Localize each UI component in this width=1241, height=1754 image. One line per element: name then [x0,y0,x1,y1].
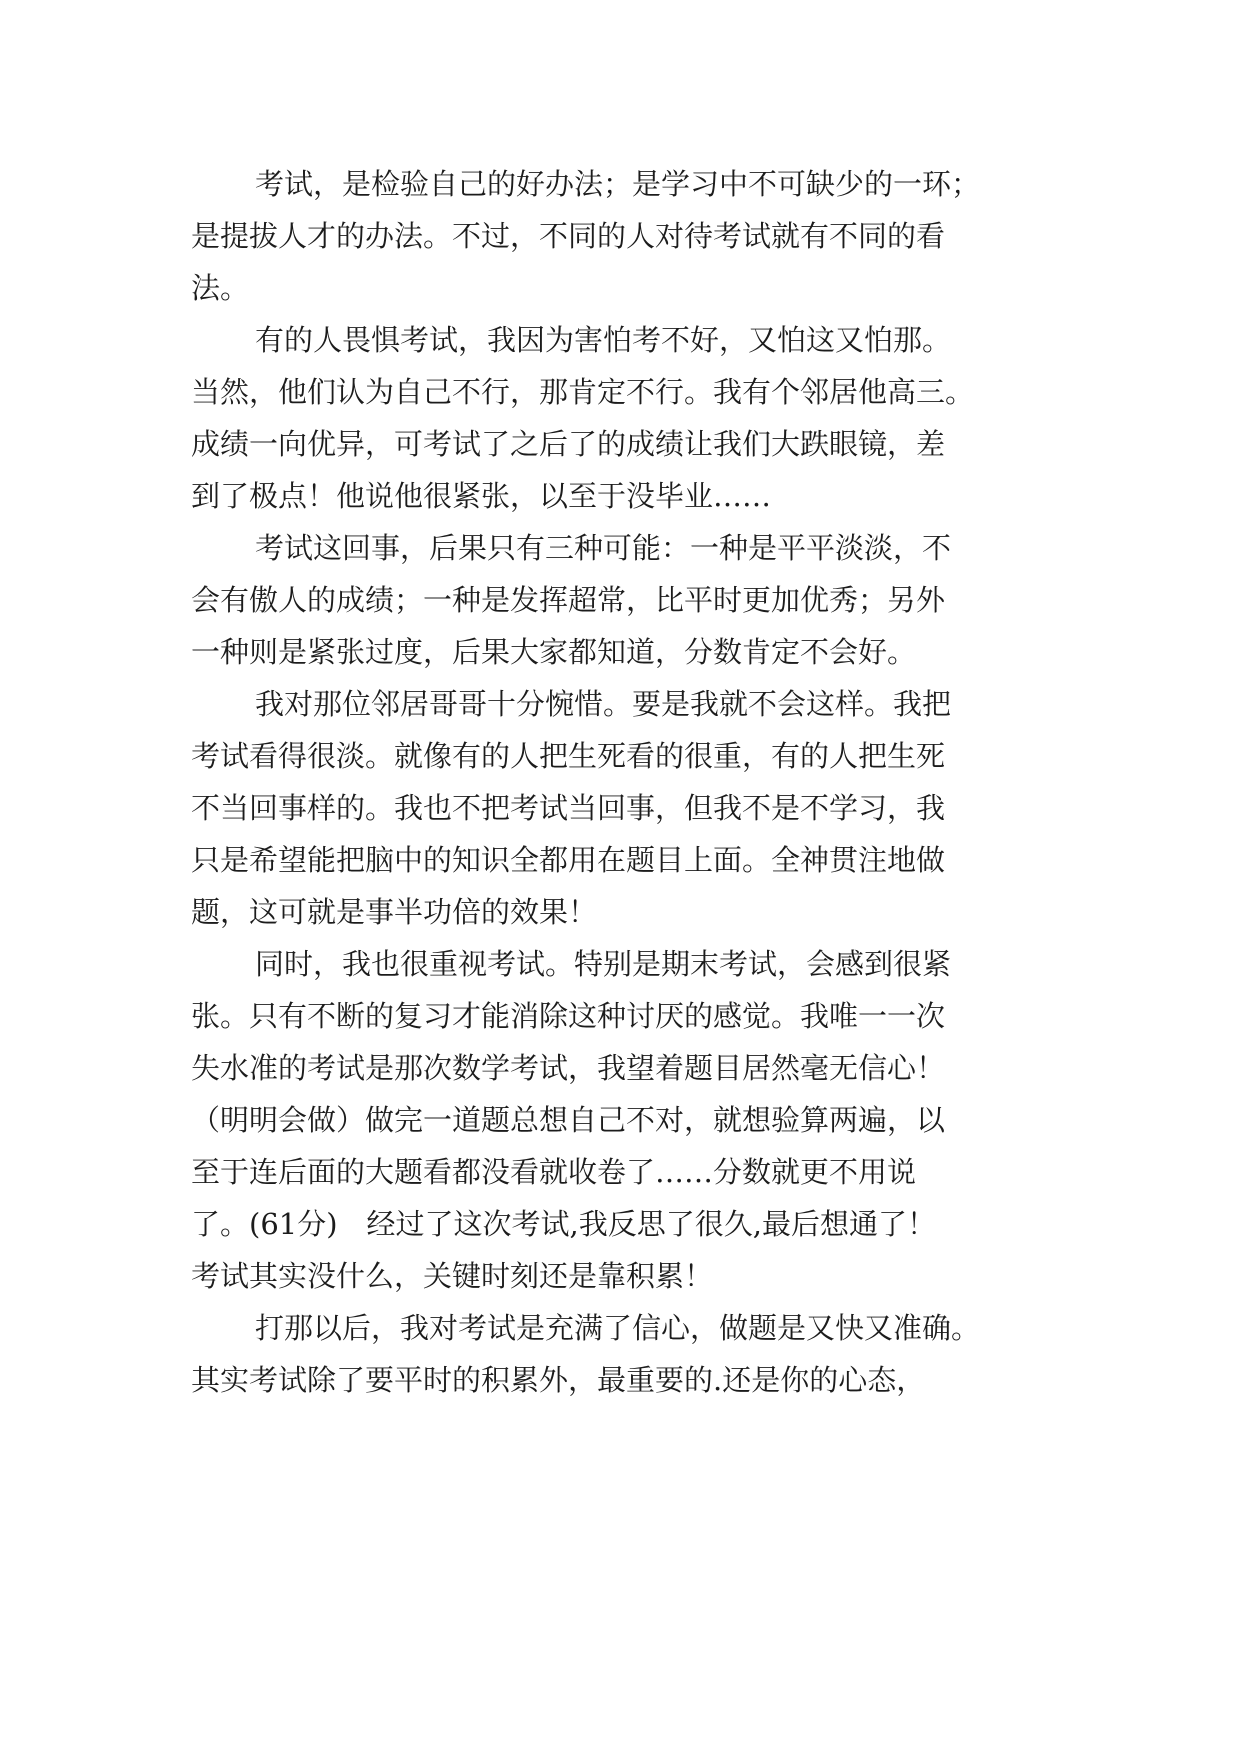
paragraph-3 [191,522,1051,678]
text-line: 到了极点！他说他很紧张，以至于没毕业…… [191,479,772,513]
text-line: 考试其实没什么，关键时刻还是靠积累！ [191,1259,714,1293]
paragraph-5 [191,938,1051,1302]
text-line: 我对那位邻居哥哥十分惋惜。要是我就不会这样。我把 [255,687,952,721]
text-line: 成绩一向优异，可考试了之后了的成绩让我们大跌眼镜，差 [191,427,946,461]
text-line: 同时，我也很重视考试。特别是期末考试，会感到很紧 [255,947,952,981]
paragraph-4 [191,678,1051,938]
text-line: 了。(61分) 经过了这次考试,我反思了很久,最后想通了！ [191,1207,936,1241]
paragraph-2 [191,314,1051,522]
text-line: 不当回事样的。我也不把考试当回事，但我不是不学习，我 [191,791,946,825]
text-line: 考试，是检验自己的好办法；是学习中不可缺少的一环； [255,167,981,201]
text-line: 一种则是紧张过度，后果大家都知道，分数肯定不会好。 [191,635,917,669]
text-line: 题，这可就是事半功倍的效果！ [191,895,598,929]
text-line: 其实考试除了要平时的积累外，最重要的.还是你的心态， [191,1363,926,1397]
paragraph-1 [191,158,1051,314]
text-line: 考试这回事，后果只有三种可能：一种是平平淡淡，不 [255,531,952,565]
text-line: 有的人畏惧考试，我因为害怕考不好，又怕这又怕那。 [255,323,952,357]
text-line: 至于连后面的大题看都没看就收卷了……分数就更不用说 [191,1155,917,1189]
text-line: （明明会做）做完一道题总想自己不对，就想验算两遍，以 [191,1103,946,1137]
text-line: 当然，他们认为自己不行，那肯定不行。我有个邻居他高三。 [191,375,975,409]
text-line: 考试看得很淡。就像有的人把生死看的很重，有的人把生死 [191,739,946,773]
text-line: 会有傲人的成绩；一种是发挥超常，比平时更加优秀；另外 [191,583,946,617]
text-line: 是提拔人才的办法。不过，不同的人对待考试就有不同的看 [191,219,946,253]
text-line: 打那以后，我对考试是充满了信心，做题是又快又准确。 [255,1311,981,1345]
text-line: 法。 [191,271,250,305]
paragraph-6 [191,1302,1051,1406]
text-line: 张。只有不断的复习才能消除这种讨厌的感觉。我唯一一次 [191,999,946,1033]
text-line: 失水准的考试是那次数学考试，我望着题目居然毫无信心！ [191,1051,946,1085]
text-line: 只是希望能把脑中的知识全都用在题目上面。全神贯注地做 [191,843,946,877]
document-body [191,158,1051,1406]
